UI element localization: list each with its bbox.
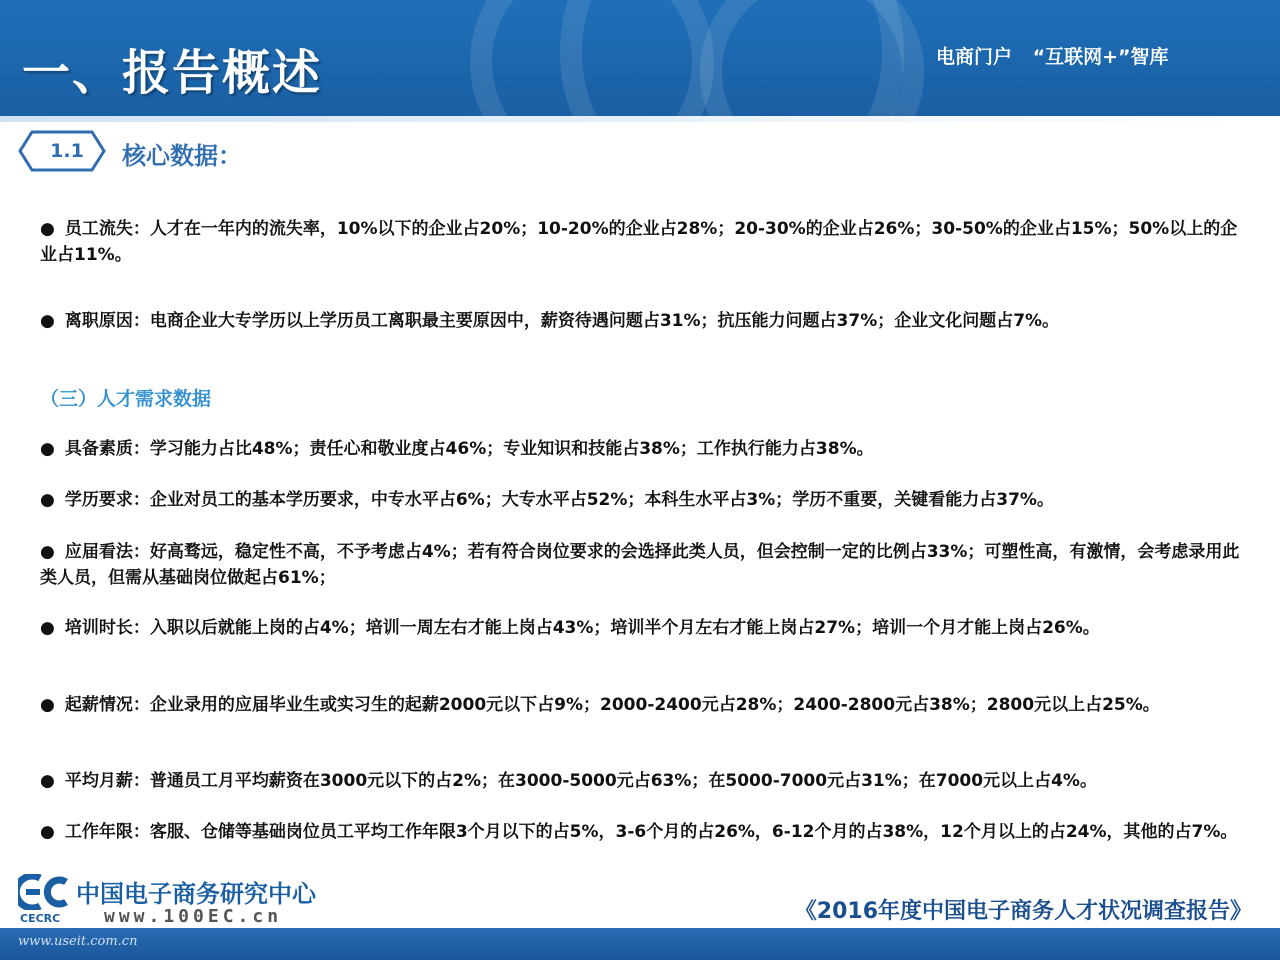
paragraph-staff-turnover: [40, 216, 1240, 268]
report-title: 《2016年度中国电子商务人才状况调查报告》: [794, 899, 1252, 924]
section-heading: [18, 124, 418, 180]
paragraph-training: [40, 615, 1240, 641]
watermark: www.useit.com.cn: [18, 934, 138, 949]
paragraph-qualities: [40, 436, 1240, 462]
bullet-icon: ●: [40, 618, 55, 638]
bullet-icon: ●: [40, 219, 55, 239]
section-number: 1.1: [50, 140, 84, 162]
bullet-icon: ●: [40, 490, 55, 510]
paragraph-label: 培训时长：: [64, 618, 150, 638]
paragraph-label: 学历要求：: [64, 490, 150, 510]
brand-portal: 电商门户: [936, 46, 1013, 68]
paragraph-text: 电商企业大专学历以上学历员工离职最主要原因中，薪资待遇问题占31%；抗压能力问题占37%；企业文化问题占7%。: [149, 311, 1060, 331]
header-underline: [0, 116, 1280, 122]
paragraph-label: 起薪情况：: [64, 695, 150, 715]
footer-band: [0, 928, 1280, 960]
paragraph-label: 具备素质：: [64, 439, 150, 459]
subheading-talent-demand: （三）人才需求数据: [40, 388, 212, 410]
paragraph-starting-salary: [40, 692, 1240, 718]
paragraph-text: 普通员工月平均薪资在3000元以下的占2%；在3000-5000元占63%；在5000-7000元占31%；在7000元以上占4%。: [149, 771, 1097, 791]
logo-url: www.100EC.cn: [104, 906, 283, 927]
paragraph-text: 企业录用的应届毕业生或实习生的起薪2000元以下占9%；2000-2400元占28%；2400-2800元占38%；2800元以上占25%。: [149, 695, 1160, 715]
paragraph-text: 人才在一年内的流失率，10%以下的企业占20%；10-20%的企业占28%；20-30%的企业占26%；30-50%的企业占15%；50%以上的企业占11%。: [40, 219, 1238, 265]
paragraph-text: 好高骛远，稳定性不高，不予考虑占4%；若有符合岗位要求的会选择此类人员，但会控制一定的比例占33%；可塑性高，有激情，会考虑录用此类人员，但需从基础岗位做起占61%；: [40, 542, 1240, 588]
paragraph-label: 离职原因：: [64, 311, 150, 331]
bullet-icon: ●: [40, 311, 55, 331]
paragraph-label: 工作年限：: [64, 822, 150, 842]
paragraph-label: 员工流失：: [64, 219, 150, 239]
paragraph-average-salary: [40, 768, 1240, 794]
paragraph-text: 企业对员工的基本学历要求，中专水平占6%；大专水平占52%；本科生水平占3%；学历不重要，关键看能力占37%。: [149, 490, 1054, 510]
brand-thinktank: “互联网+”智库: [1032, 46, 1169, 68]
paragraph-education: [40, 487, 1240, 513]
logo-name: 中国电子商务研究中心: [76, 880, 316, 908]
paragraph-resignation-reasons: [40, 308, 1240, 334]
paragraph-label: 平均月薪：: [64, 771, 150, 791]
ec-logo-icon: [18, 874, 70, 910]
bullet-icon: ●: [40, 542, 55, 562]
bullet-icon: ●: [40, 822, 55, 842]
bullet-icon: ●: [40, 695, 55, 715]
paragraph-text: 客服、仓储等基础岗位员工平均工作年限3个月以下的占5%，3-6个月的占26%，6-12个月的占38%，12个月以上的占24%，其他的占7%。: [149, 822, 1238, 842]
paragraph-label: 应届看法：: [64, 542, 150, 562]
bullet-icon: ●: [40, 771, 55, 791]
section-title: 核心数据：: [122, 142, 242, 170]
paragraph-graduates-view: [40, 539, 1240, 591]
header-band: [0, 0, 1280, 116]
paragraph-text: 入职以后就能上岗的占4%；培训一周左右才能上岗占43%；培训半个月左右才能上岗占27%；培训一个月才能上岗占26%。: [149, 618, 1100, 638]
paragraph-text: 学习能力占比48%；责任心和敬业度占46%；专业知识和技能占38%；工作执行能力占38%。: [149, 439, 874, 459]
header-brand: [936, 42, 1183, 69]
cecrc-logo: [18, 874, 318, 926]
bullet-icon: ●: [40, 439, 55, 459]
paragraph-tenure: [40, 819, 1240, 845]
page-title: 一、报告概述: [22, 45, 323, 101]
logo-abbreviation: CECRC: [20, 912, 61, 925]
